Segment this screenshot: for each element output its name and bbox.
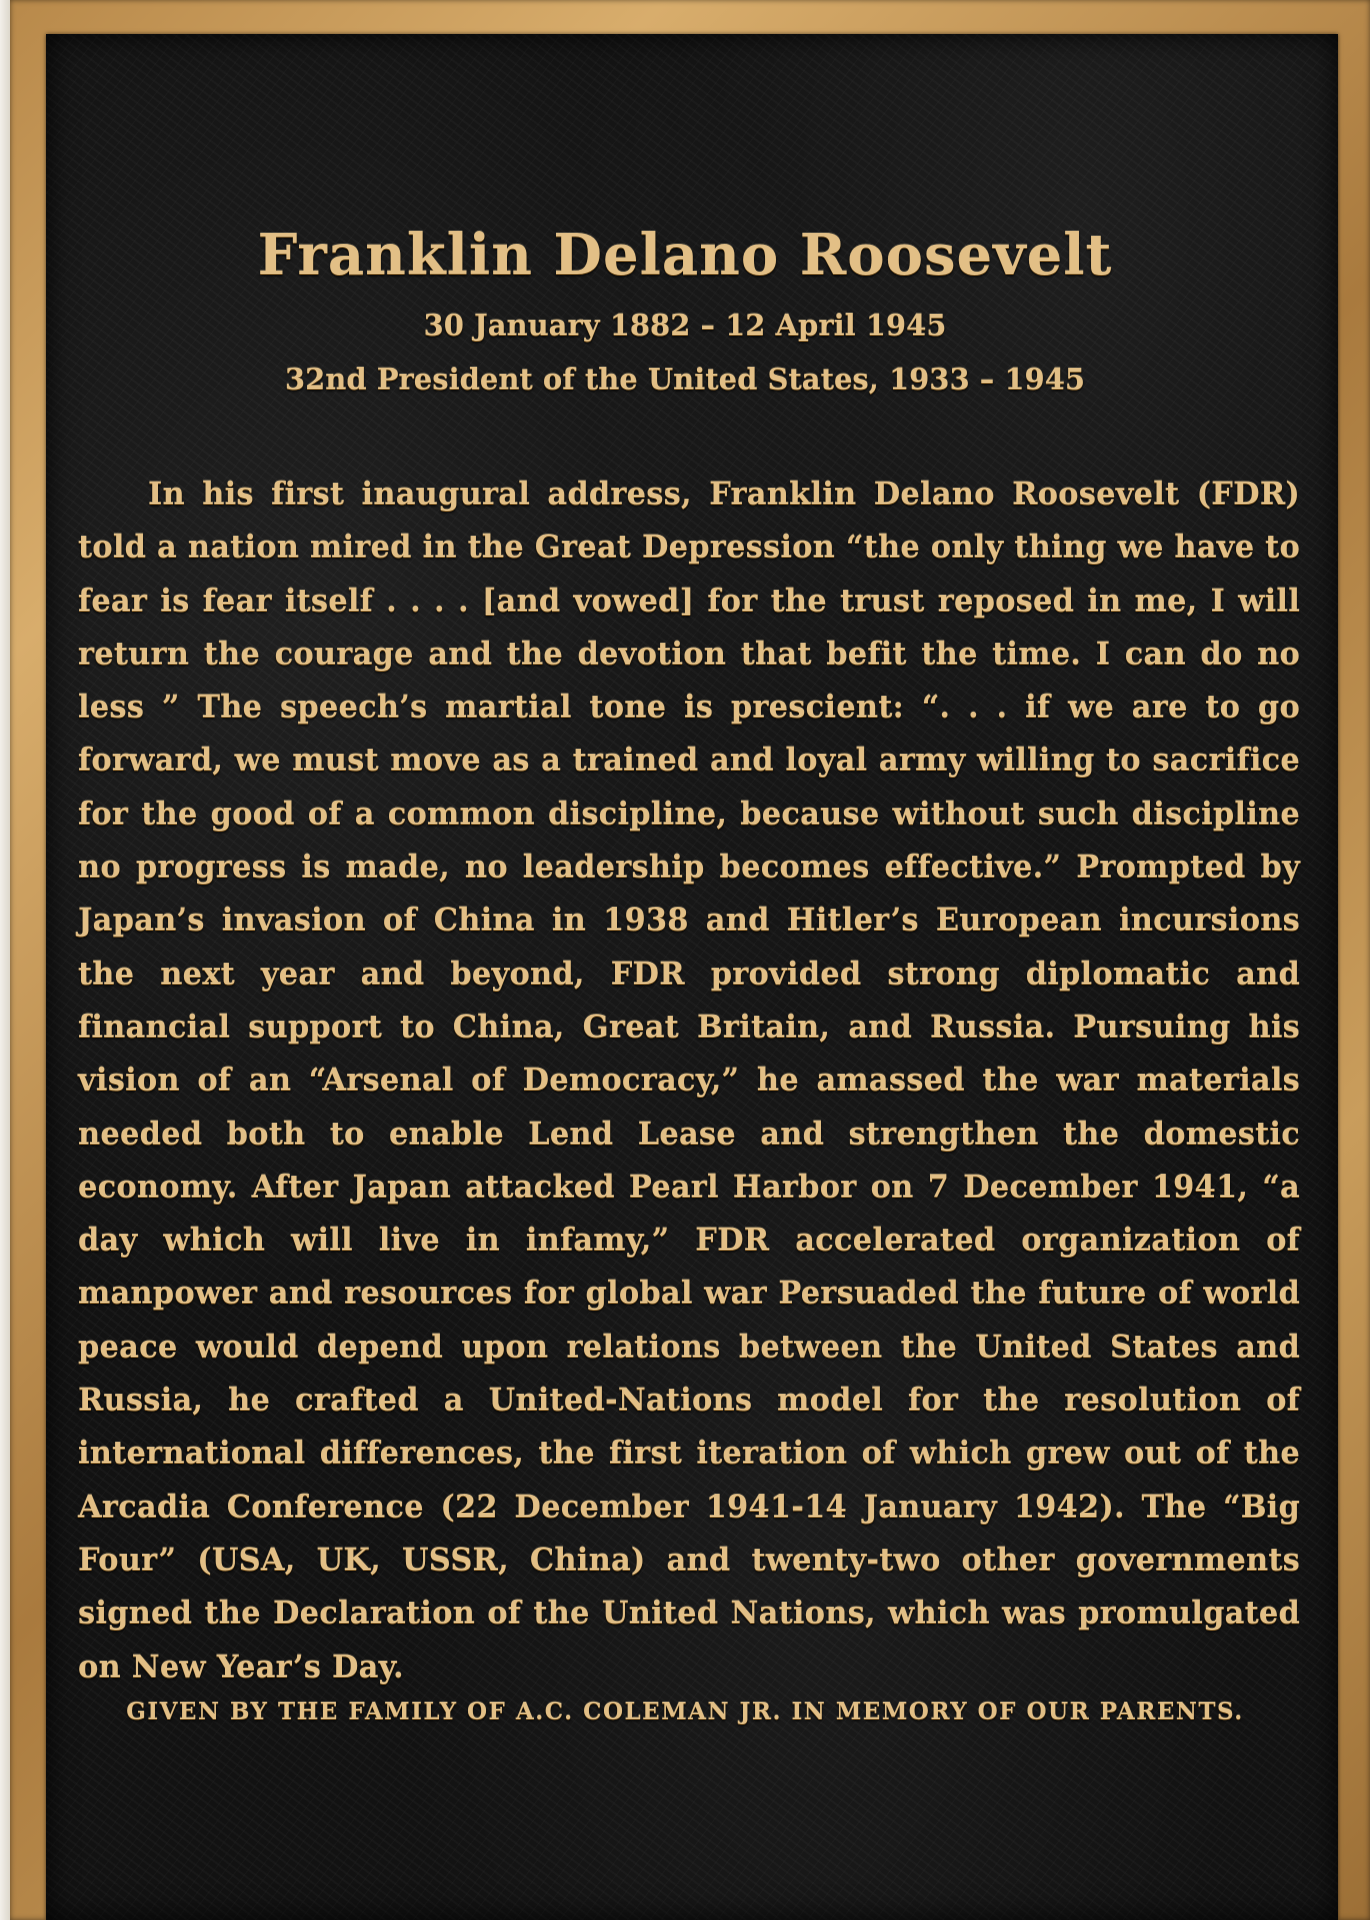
- plaque-dedication: GIVEN BY THE FAMILY OF A.C. COLEMAN JR. IN MEMORY OF OUR PARENTS.: [126, 1698, 1244, 1725]
- plaque-title: Franklin Delano Roosevelt: [257, 222, 1113, 288]
- plaque-dates: 30 January 1882 – 12 April 1945: [423, 308, 947, 342]
- plaque-office: 32nd President of the United States, 1933 – 1945: [284, 362, 1086, 396]
- plaque-body-text: In his first inaugural address, Franklin Delano Roosevelt (FDR) told a nation mired in the Great Depression “the only thing we have to fear is fear itself . . . . [and vowed] for the trust reposed in me, I will return the courage and the devotion that befit the time. I can do no less ” The speech’s martial tone is prescient: “. . . if we are to go forward, we must move as a trained and loyal army willing to sacrifice for the good of a common discipline, because without such discipline no progress is made, no leadership becomes effective.” Prompted by Japan’s invasion of China in 1938 and Hitler’s European incursions the next year and beyond, FDR provided strong diplomatic and financial support to China, Great Britain, and Russia. Pursuing his vision of an “Arsenal of Democracy,” he amassed the war materials needed both to enable Lend Lease and strengthen the domestic economy. After Japan attacked Pearl Harbor on 7 December 1941, “a day which will live in infamy,” FDR accelerated organization of manpower and resources for global war Persuaded the future of world peace would depend upon relations between the United States and Russia, he crafted a United-Nations model for the resolution of international differences, the first iteration of which grew out of the Arcadia Conference (22 December 1941-14 January 1942). The “Big Four” (USA, UK, USSR, China) and twenty-two other governments signed the Declaration of the United Nations, which was promulgated on New Year’s Day.: [78, 476, 1300, 1685]
